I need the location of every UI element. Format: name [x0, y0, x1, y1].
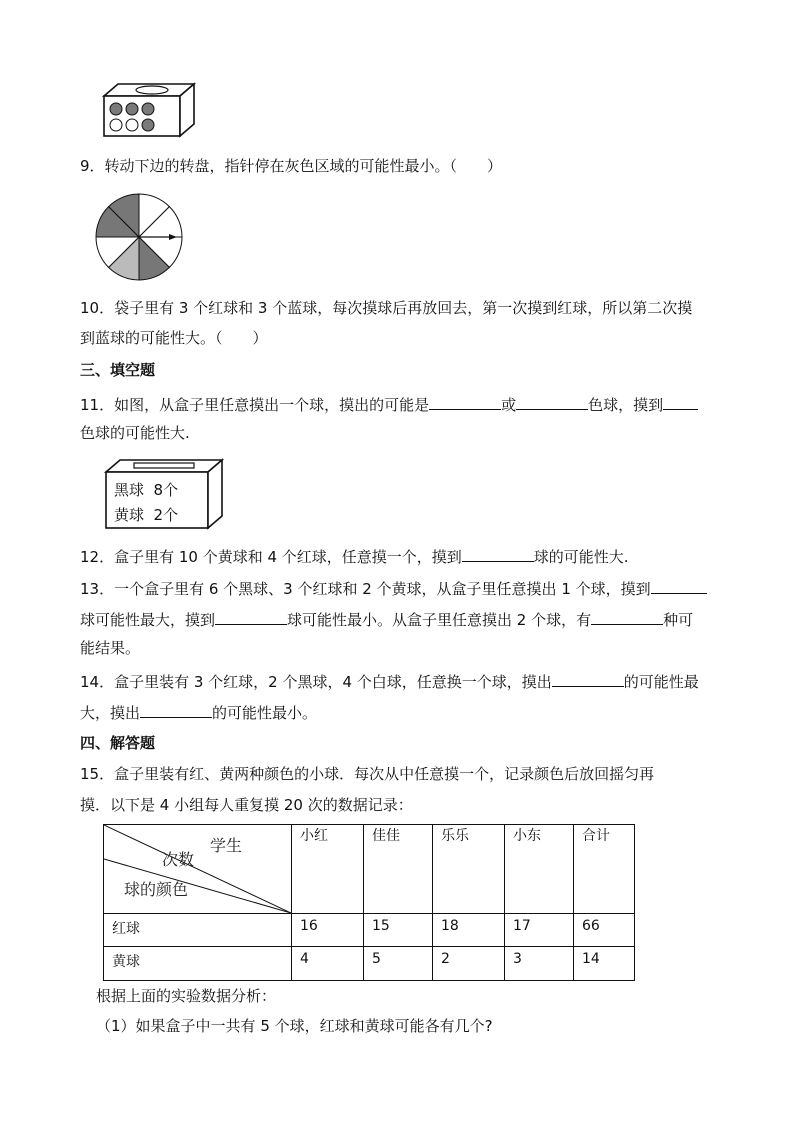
answer-blank[interactable]	[140, 701, 212, 718]
box-label-black: 黑球 8个	[114, 481, 179, 499]
answer-blank[interactable]	[215, 608, 287, 625]
q12-text-b: 球的可能性大.	[533, 548, 629, 566]
row-label: 黄球	[104, 947, 292, 981]
question-14-line2	[80, 701, 317, 723]
box-label-yellow: 黄球 2个	[114, 506, 179, 524]
section-3-title: 三、填空题	[80, 361, 156, 379]
table-row	[104, 947, 635, 981]
table-cell: 17	[505, 914, 574, 947]
header-color: 球的颜色	[124, 880, 189, 899]
question-12	[80, 545, 629, 567]
answer-blank[interactable]	[591, 608, 663, 625]
q11-text-a: 11．如图，从盒子里任意摸出一个球，摸出的可能是	[80, 396, 430, 414]
question-15-line1: 15．盒子里装有红、黄两种颜色的小球．每次从中任意摸一个，记录颜色后放回摇匀再	[80, 765, 655, 783]
row-label: 红球	[104, 914, 292, 947]
question-9: 9．转动下边的转盘，指针停在灰色区域的可能性最小。（ ）	[80, 157, 503, 175]
q14-text-a: 14．盒子里装有 3 个红球，2 个黑球，4 个白球，任意换一个球，摸出	[80, 673, 552, 691]
table-cell: 66	[574, 914, 635, 947]
answer-blank[interactable]	[429, 393, 501, 410]
table-row	[104, 914, 635, 947]
answer-blank[interactable]	[552, 670, 624, 687]
answer-blank[interactable]	[462, 545, 534, 562]
spinner-figure	[94, 192, 184, 282]
q11-text-c: 色球，摸到	[588, 396, 664, 414]
analysis-prompt: 根据上面的实验数据分析：	[96, 987, 277, 1005]
column-header: 乐乐	[433, 825, 505, 914]
q14-text-b: 的可能性最	[623, 673, 699, 691]
answer-blank[interactable]	[663, 393, 698, 410]
table-cell: 2	[433, 947, 505, 981]
q13-text-c: 球可能性最小。从盒子里任意摸出 2 个球，有	[287, 611, 592, 629]
sub-question-1: （1）如果盒子中一共有 5 个球，红球和黄球可能各有几个?	[96, 1017, 493, 1035]
q12-text-a: 12．盒子里有 10 个黄球和 4 个红球，任意摸一个，摸到	[80, 548, 462, 566]
column-header: 佳佳	[364, 825, 433, 914]
q13-text-d: 种可	[663, 611, 694, 629]
table-cell: 16	[292, 914, 364, 947]
column-header: 小东	[505, 825, 574, 914]
question-13-line3: 能结果。	[80, 639, 141, 657]
question-13-line1	[80, 577, 707, 599]
diagonal-header-cell	[104, 825, 292, 914]
q13-text-b: 球可能性最大，摸到	[80, 611, 216, 629]
column-header: 小红	[292, 825, 364, 914]
q14-text-c: 大，摸出	[80, 704, 141, 722]
ball-box-figure	[100, 82, 196, 140]
column-header: 合计	[574, 825, 635, 914]
labeled-box-figure	[104, 458, 224, 530]
question-11-line1	[80, 393, 698, 415]
question-15-line2: 摸．以下是 4 小组每人重复摸 20 次的数据记录：	[80, 796, 413, 814]
table-cell: 15	[364, 914, 433, 947]
data-record-table	[103, 824, 635, 981]
answer-blank[interactable]	[516, 393, 588, 410]
question-10-line2: 到蓝球的可能性大。（ ）	[80, 329, 268, 347]
table-cell: 14	[574, 947, 635, 981]
header-student: 学生	[210, 836, 243, 855]
question-14-line1	[80, 670, 699, 692]
question-11-line2: 色球的可能性大.	[80, 424, 190, 442]
question-10-line1: 10．袋子里有 3 个红球和 3 个蓝球，每次摸球后再放回去，第一次摸到红球，所以第二次摸	[80, 299, 693, 317]
question-13-line2	[80, 608, 693, 630]
section-4-title: 四、解答题	[80, 734, 156, 752]
q14-text-d: 的可能性最小。	[212, 704, 318, 722]
answer-blank[interactable]	[651, 577, 707, 594]
table-cell: 5	[364, 947, 433, 981]
header-count: 次数	[162, 850, 195, 869]
q11-text-b: 或	[501, 396, 517, 414]
table-cell: 3	[505, 947, 574, 981]
table-cell: 4	[292, 947, 364, 981]
table-header-row	[104, 825, 635, 914]
q13-text-a: 13．一个盒子里有 6 个黑球、3 个红球和 2 个黄球，从盒子里任意摸出 1 个球，摸到	[80, 580, 651, 598]
table-cell: 18	[433, 914, 505, 947]
